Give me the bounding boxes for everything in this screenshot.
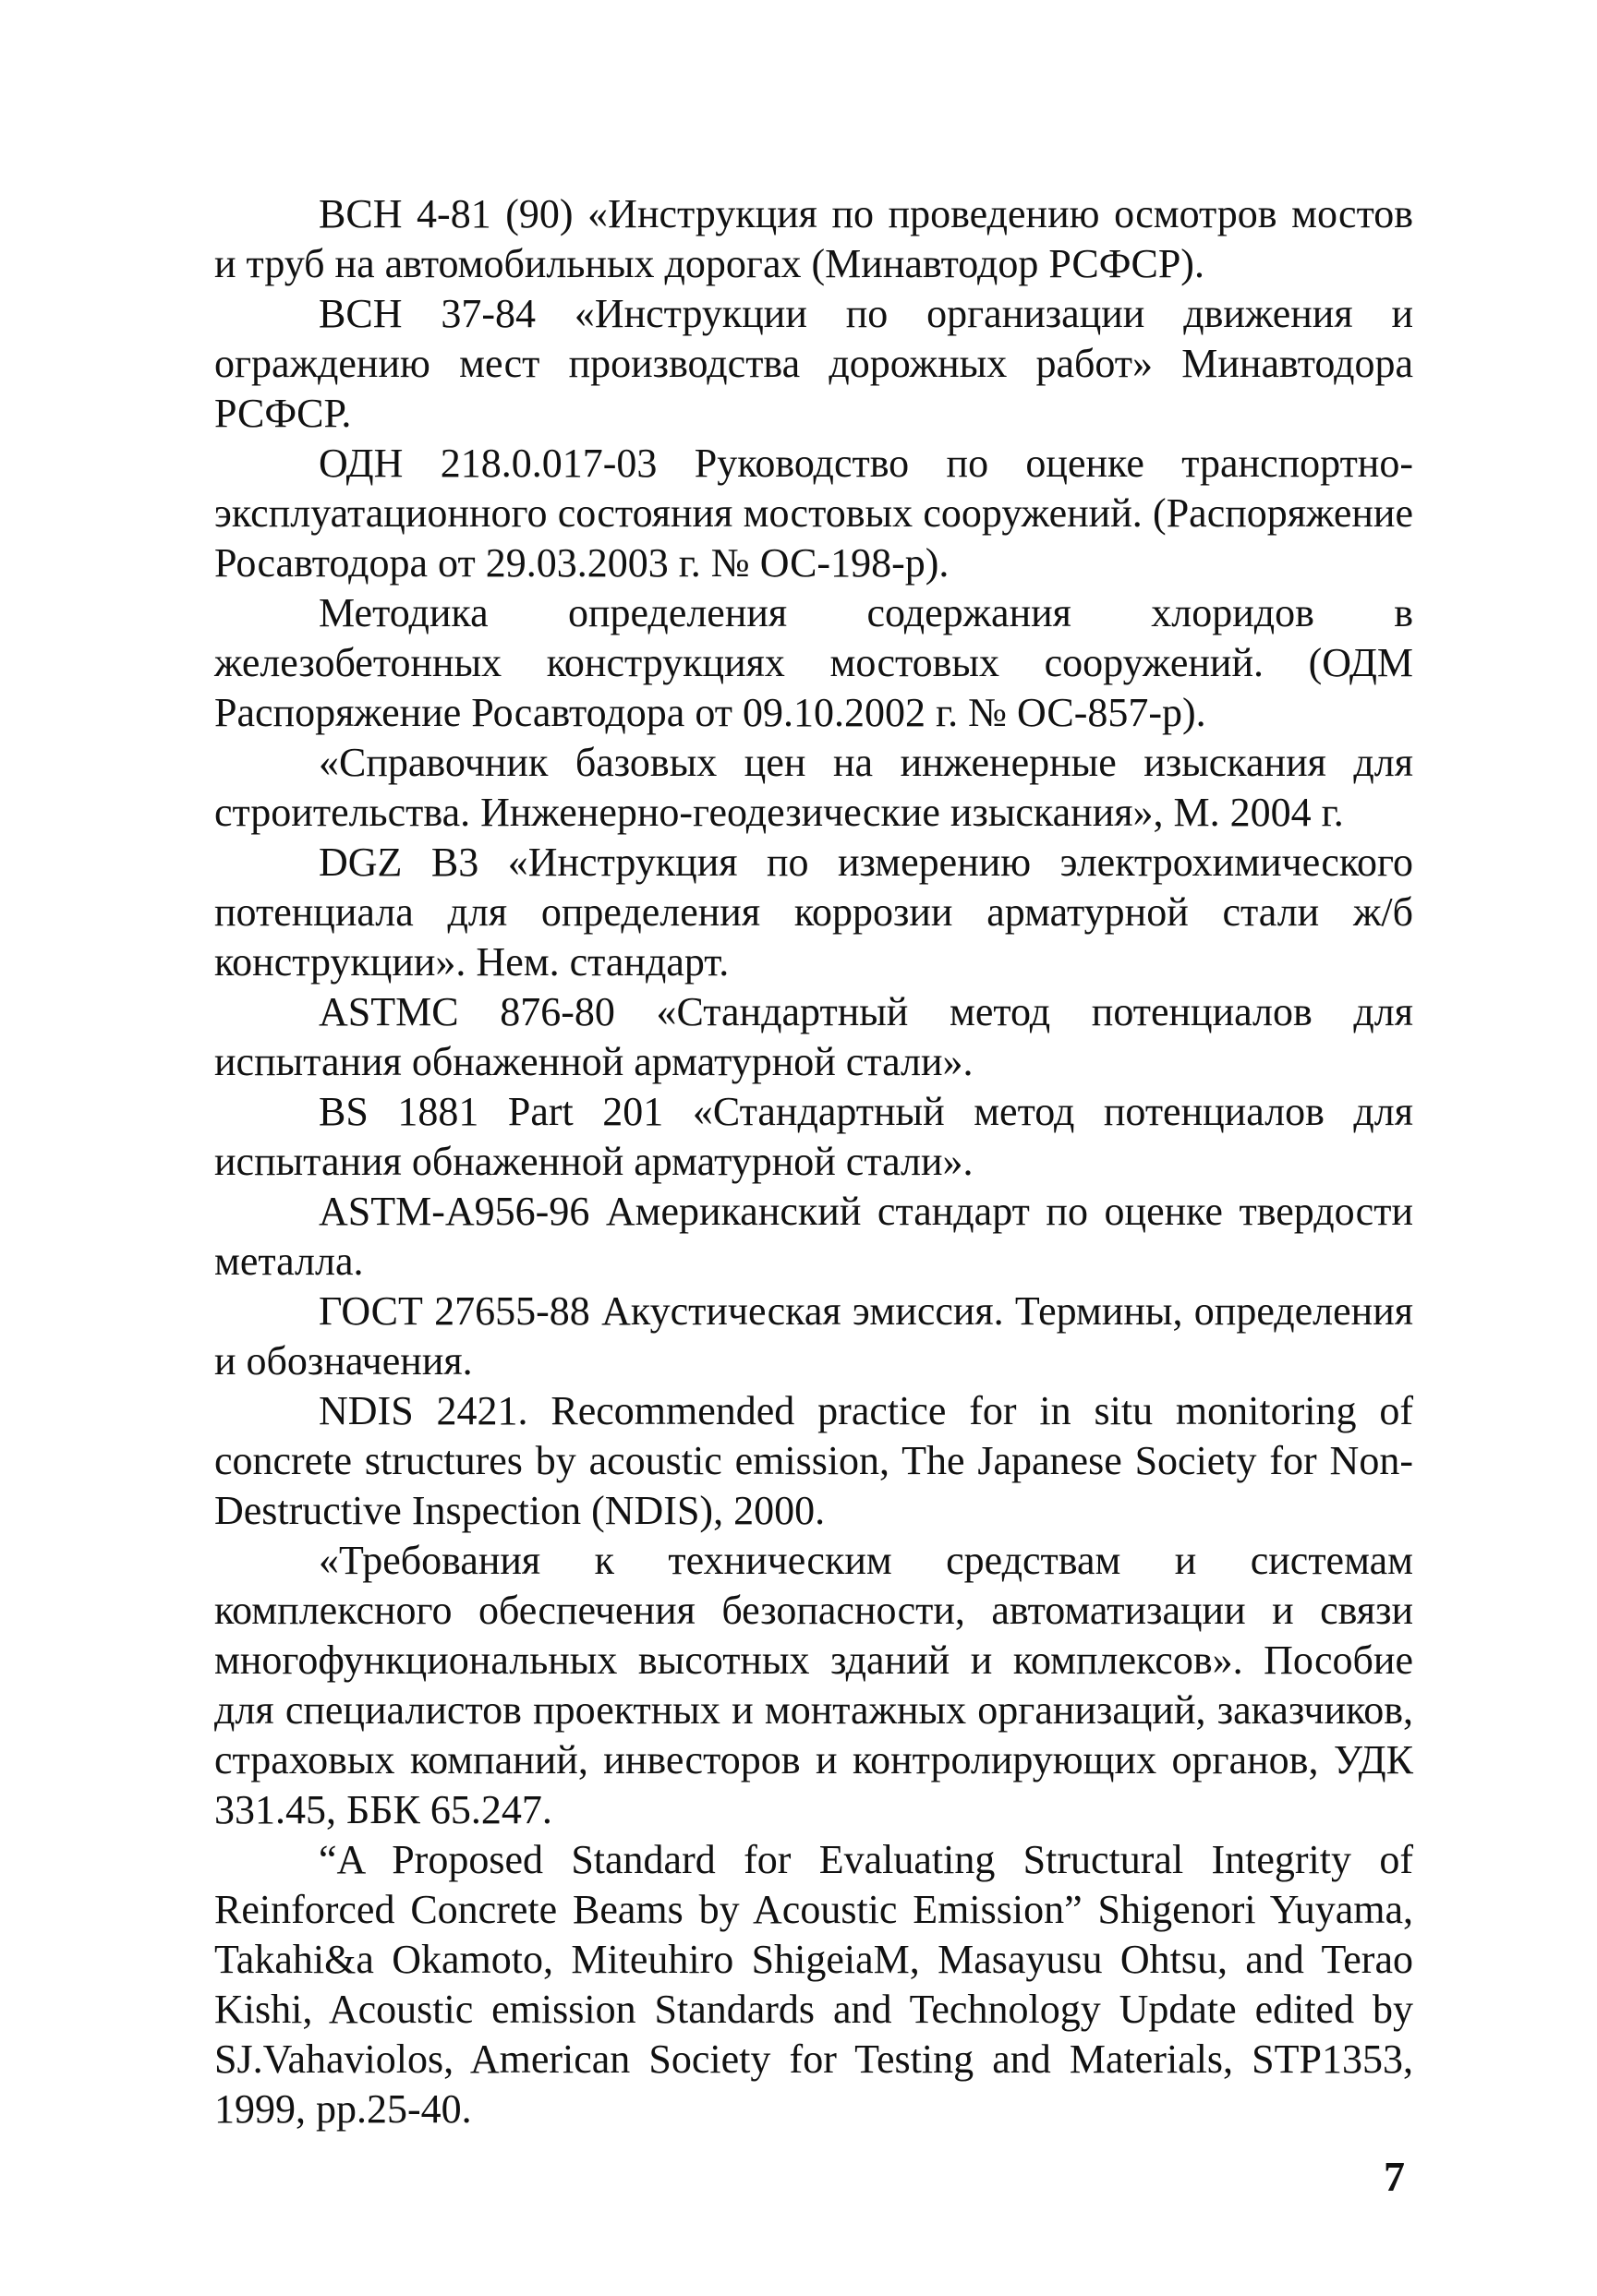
reference-item: ВСН 37-84 «Инструкции по организации движения и ограждению мест производства дорожных работ» Минавтодора РСФСР. [214, 291, 1413, 436]
reference-item: «Требования к техническим средствам и системам комплексного обеспечения безопасности, автоматизации и связи многофункциональных высотных зданий и комплексов». Пособие для специалистов проектных и монтажных организаций, заказчиков, страховых компаний, инвесторов и контролирующих органов, УДК 331.45, ББК 65.247. [214, 1538, 1413, 1832]
reference-list [214, 189, 1413, 2134]
reference-item: BS 1881 Part 201 «Стандартный метод потенциалов для испытания обнаженной арматурной стали». [214, 1089, 1413, 1184]
page-number: 7 [1384, 2153, 1405, 2200]
reference-item: ASTM-A956-96 Американский стандарт по оценке твердости металла. [214, 1189, 1413, 1284]
reference-item: «Справочник базовых цен на инженерные изыскания для строительства. Инженерно-геодезические изыскания», М. 2004 г. [214, 740, 1413, 835]
reference-item: DGZ B3 «Инструкция по измерению электрохимического потенциала для определения коррозии арматурной стали ж/б конструкции». Нем. стандарт. [214, 840, 1413, 985]
reference-item: ОДН 218.0.017-03 Руководство по оценке транспортно-эксплуатационного состояния мостовых сооружений. (Распоряжение Росавтодора от 29.03.2003 г. № ОС-198-р). [214, 441, 1413, 586]
reference-item: NDIS 2421. Recommended practice for in situ monitoring of concrete structures by acoustic emission, The Japanese Society for Non-Destructive Inspection (NDIS), 2000. [214, 1388, 1413, 1533]
reference-item: ASTMC 876-80 «Стандартный метод потенциалов для испытания обнаженной арматурной стали». [214, 989, 1413, 1084]
reference-item: ВСН 4-81 (90) «Инструкция по проведению осмотров мостов и труб на автомобильных дорогах (Минавтодор РСФСР). [214, 191, 1413, 286]
reference-item: “A Proposed Standard for Evaluating Structural Integrity of Reinforced Concrete Beams by Acoustic Emission” Shigenori Yuyama, Takahi&a Okamoto, Miteuhiro ShigeiaM, Masayusu Ohtsu, and Terao Kishi, Acoustic emission Standards and Technology Update edited by SJ.Vahaviolos, American Society for Testing and Materials, STP1353, 1999, pp.25-40. [214, 1837, 1413, 2132]
reference-item: Методика определения содержания хлоридов в железобетонных конструкциях мостовых сооружений. (ОДМ Распоряжение Росавтодора от 09.10.2002 г. № ОС-857-р). [214, 590, 1413, 735]
reference-item: ГОСТ 27655-88 Акустическая эмиссия. Термины, определения и обозначения. [214, 1288, 1413, 1384]
